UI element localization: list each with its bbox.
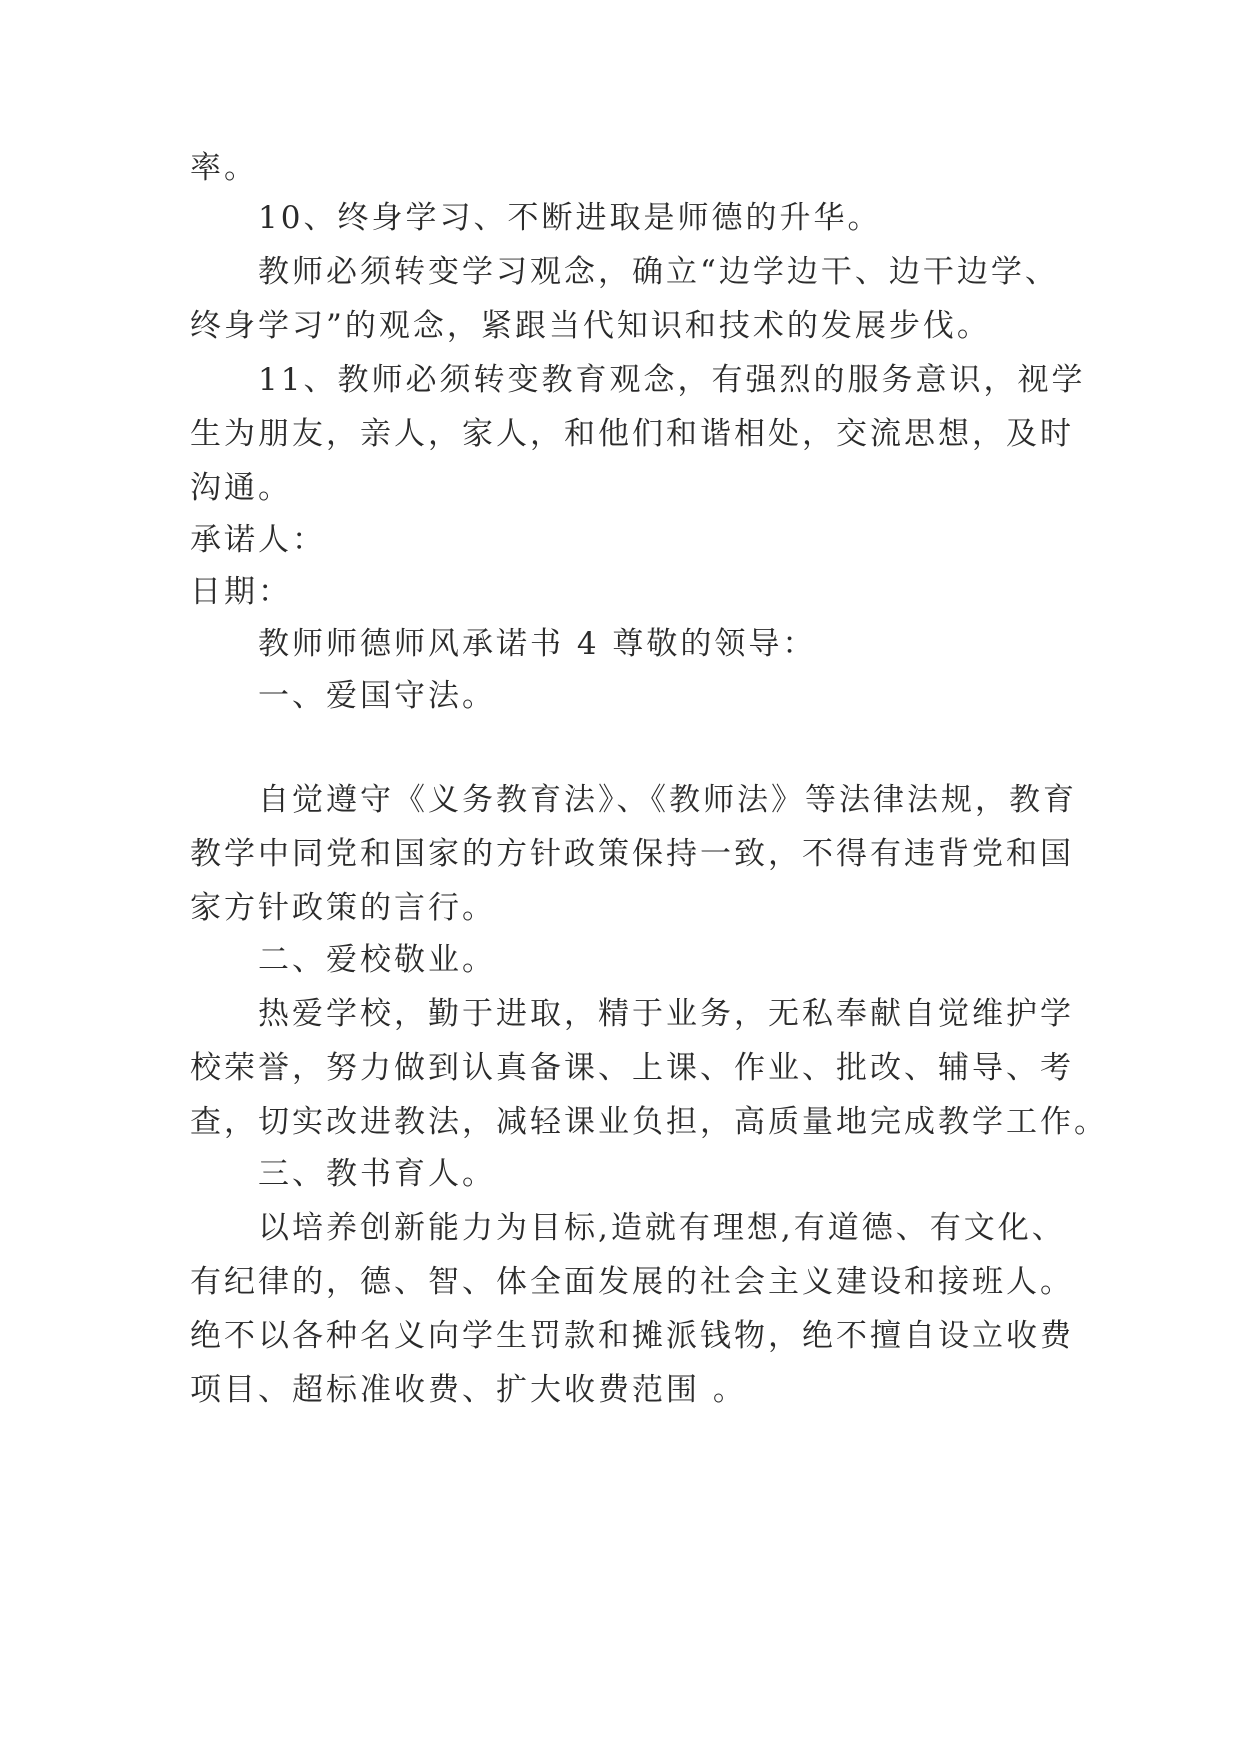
text-line: 有纪律的，德、智、体全面发展的社会主义建设和接班人。: [190, 1264, 1074, 1300]
section-heading: 三、教书育人。: [258, 1156, 496, 1192]
signatory-label: 承诺人：: [190, 522, 326, 558]
text-line: 终身学习”的观念，紧跟当代知识和技术的发展步伐。: [190, 308, 991, 344]
text-line: 绝不以各种名义向学生罚款和摊派钱物，绝不擅自设立收费: [190, 1318, 1074, 1354]
section-title: 教师师德师风承诺书 4 尊敬的领导：: [258, 626, 817, 662]
text-line: 11、教师必须转变教育观念，有强烈的服务意识，视学: [258, 362, 1086, 398]
text-line: 以培养创新能力为目标,造就有理想,有道德、有文化、: [258, 1210, 1066, 1246]
text-line: 教学中同党和国家的方针政策保持一致，不得有违背党和国: [190, 836, 1074, 872]
text-line: 校荣誉，努力做到认真备课、上课、作业、批改、辅导、考: [190, 1050, 1074, 1086]
section-heading: 一、爱国守法。: [258, 678, 496, 714]
date-label: 日期：: [190, 574, 292, 610]
text-line: 生为朋友，亲人，家人，和他们和谐相处，交流思想，及时: [190, 416, 1074, 452]
text-line: 热爱学校，勤于进取，精于业务，无私奉献自觉维护学: [258, 996, 1074, 1032]
section-heading: 二、爱校敬业。: [258, 942, 496, 978]
text-line: 沟通。: [190, 470, 292, 506]
text-line: 率。: [190, 150, 258, 186]
text-line: 项目、超标准收费、扩大收费范围 。: [190, 1372, 747, 1408]
text-line: 自觉遵守《义务教育法》、《教师法》等法律法规，教育: [258, 782, 1077, 818]
text-line: 查，切实改进教法，减轻课业负担，高质量地完成教学工作。: [190, 1104, 1108, 1140]
text-line: 教师必须转变学习观念，确立“边学边干、边干边学、: [258, 254, 1059, 290]
text-line: 家方针政策的言行。: [190, 890, 496, 926]
text-line: 10、终身学习、不断进取是师德的升华。: [258, 200, 882, 236]
